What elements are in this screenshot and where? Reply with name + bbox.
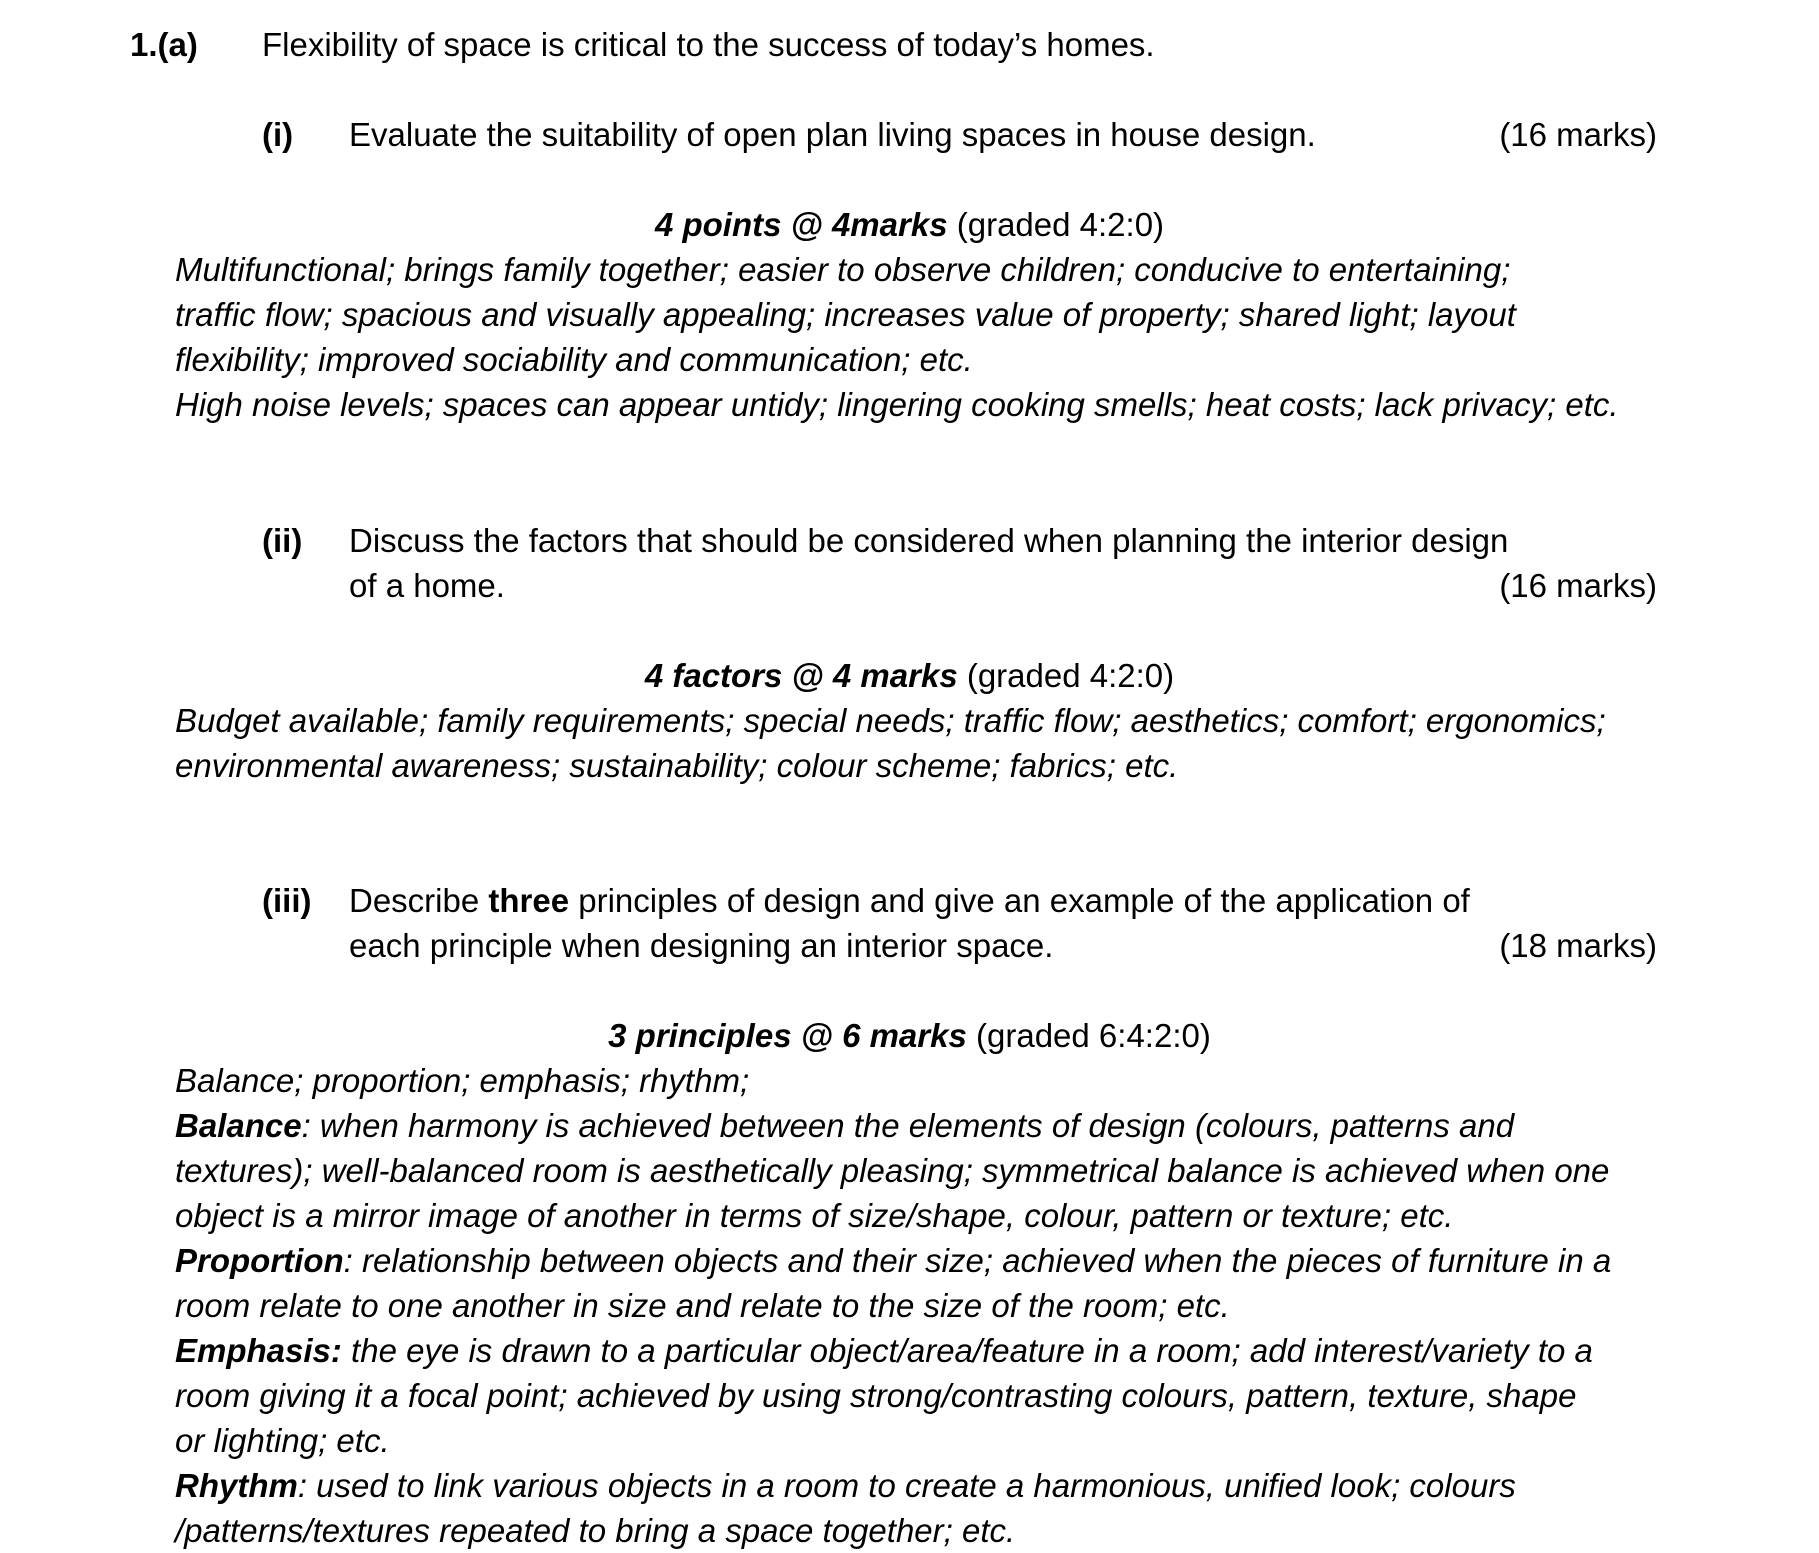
- part-iii-scheme-grade: (graded 6:4:2:0): [976, 1017, 1211, 1054]
- part-iii-label: (iii): [262, 882, 312, 919]
- question-stem: Flexibility of space is critical to the success of today’s homes.: [262, 26, 1155, 63]
- part-iii-summary: Balance; proportion; emphasis; rhythm;: [175, 1062, 750, 1099]
- part-i-scheme-grade: (graded 4:2:0): [956, 206, 1165, 243]
- part-i-label: (i): [262, 116, 294, 153]
- part-ii-text-line-1: Discuss the factors that should be considered when planning the interior design: [349, 522, 1509, 559]
- part-iii-scheme-principles: 3 principles @ 6 marks: [608, 1017, 967, 1054]
- part-i-scheme-points: 4 points @ 4marks: [654, 206, 948, 243]
- balance-text-1: : when harmony is achieved between the elements of design (colours, patterns and: [301, 1107, 1515, 1144]
- emphasis-line-2: room giving it a focal point; achieved by using strong/contrasting colours, pattern, texture, shape: [175, 1377, 1577, 1414]
- part-i-answer-line-3: flexibility; improved sociability and communication; etc.: [175, 341, 973, 378]
- part-ii-answer-line-1: Budget available; family requirements; special needs; traffic flow; aesthetics; comfort; ergonomics;: [175, 702, 1606, 739]
- part-i-text: Evaluate the suitability of open plan living spaces in house design.: [349, 116, 1316, 153]
- rhythm-line-2: /patterns/textures repeated to bring a space together; etc.: [175, 1512, 1016, 1549]
- rhythm-term: Rhythm: [175, 1467, 298, 1504]
- part-iii-marking-scheme: [0, 1013, 1819, 1058]
- emphasis-text-1: the eye is drawn to a particular object/area/feature in a room; add interest/variety to a: [341, 1332, 1593, 1369]
- proportion-term: Proportion: [175, 1242, 344, 1279]
- proportion-line-2: room relate to one another in size and relate to the size of the room; etc.: [175, 1287, 1230, 1324]
- question-number: 1.(a): [130, 26, 198, 63]
- part-iii-text-line-2: each principle when designing an interior space.: [349, 927, 1054, 964]
- emphasis-term: Emphasis:: [175, 1332, 342, 1369]
- emphasis-line-1: [175, 1328, 1593, 1373]
- part-i-answer-line-2: traffic flow; spacious and visually appealing; increases value of property; shared light; layout: [175, 296, 1516, 333]
- part-ii-marks: (16 marks): [1499, 567, 1657, 604]
- part-ii-label: (ii): [262, 522, 303, 559]
- part-iii-text-post: principles of design and give an example of the application of: [569, 882, 1470, 919]
- part-ii-answer-line-2: environmental awareness; sustainability; colour scheme; fabrics; etc.: [175, 747, 1179, 784]
- part-ii-scheme-factors: 4 factors @ 4 marks: [644, 657, 958, 694]
- part-i-answer-line-1: Multifunctional; brings family together; easier to observe children; conducive to entertaining;: [175, 251, 1511, 288]
- part-ii-text-line-2: of a home.: [349, 567, 505, 604]
- emphasis-line-3: or lighting; etc.: [175, 1422, 390, 1459]
- part-ii-scheme-grade: (graded 4:2:0): [966, 657, 1175, 694]
- part-iii-text-emphasis: three: [488, 882, 570, 919]
- part-i-marking-scheme: [0, 202, 1819, 247]
- part-iii-text-pre: Describe: [349, 882, 489, 919]
- part-ii-marking-scheme: [0, 653, 1819, 698]
- proportion-text-1: : relationship between objects and their size; achieved when the pieces of furniture in a: [343, 1242, 1612, 1279]
- part-iii-marks: (18 marks): [1499, 927, 1657, 964]
- proportion-line-1: [175, 1238, 1611, 1283]
- balance-line-3: object is a mirror image of another in terms of size/shape, colour, pattern or texture; etc.: [175, 1197, 1454, 1234]
- part-i-marks: (16 marks): [1499, 116, 1657, 153]
- rhythm-line-1: [175, 1463, 1516, 1508]
- rhythm-text-1: : used to link various objects in a room to create a harmonious, unified look; colours: [297, 1467, 1516, 1504]
- balance-line-2: textures); well-balanced room is aesthetically pleasing; symmetrical balance is achieved when one: [175, 1152, 1610, 1189]
- part-i-answer-line-4: High noise levels; spaces can appear untidy; lingering cooking smells; heat costs; lack privacy; etc.: [175, 386, 1619, 423]
- balance-term: Balance: [175, 1107, 302, 1144]
- balance-line-1: [175, 1103, 1514, 1148]
- part-iii-text-line-1: [349, 878, 1470, 923]
